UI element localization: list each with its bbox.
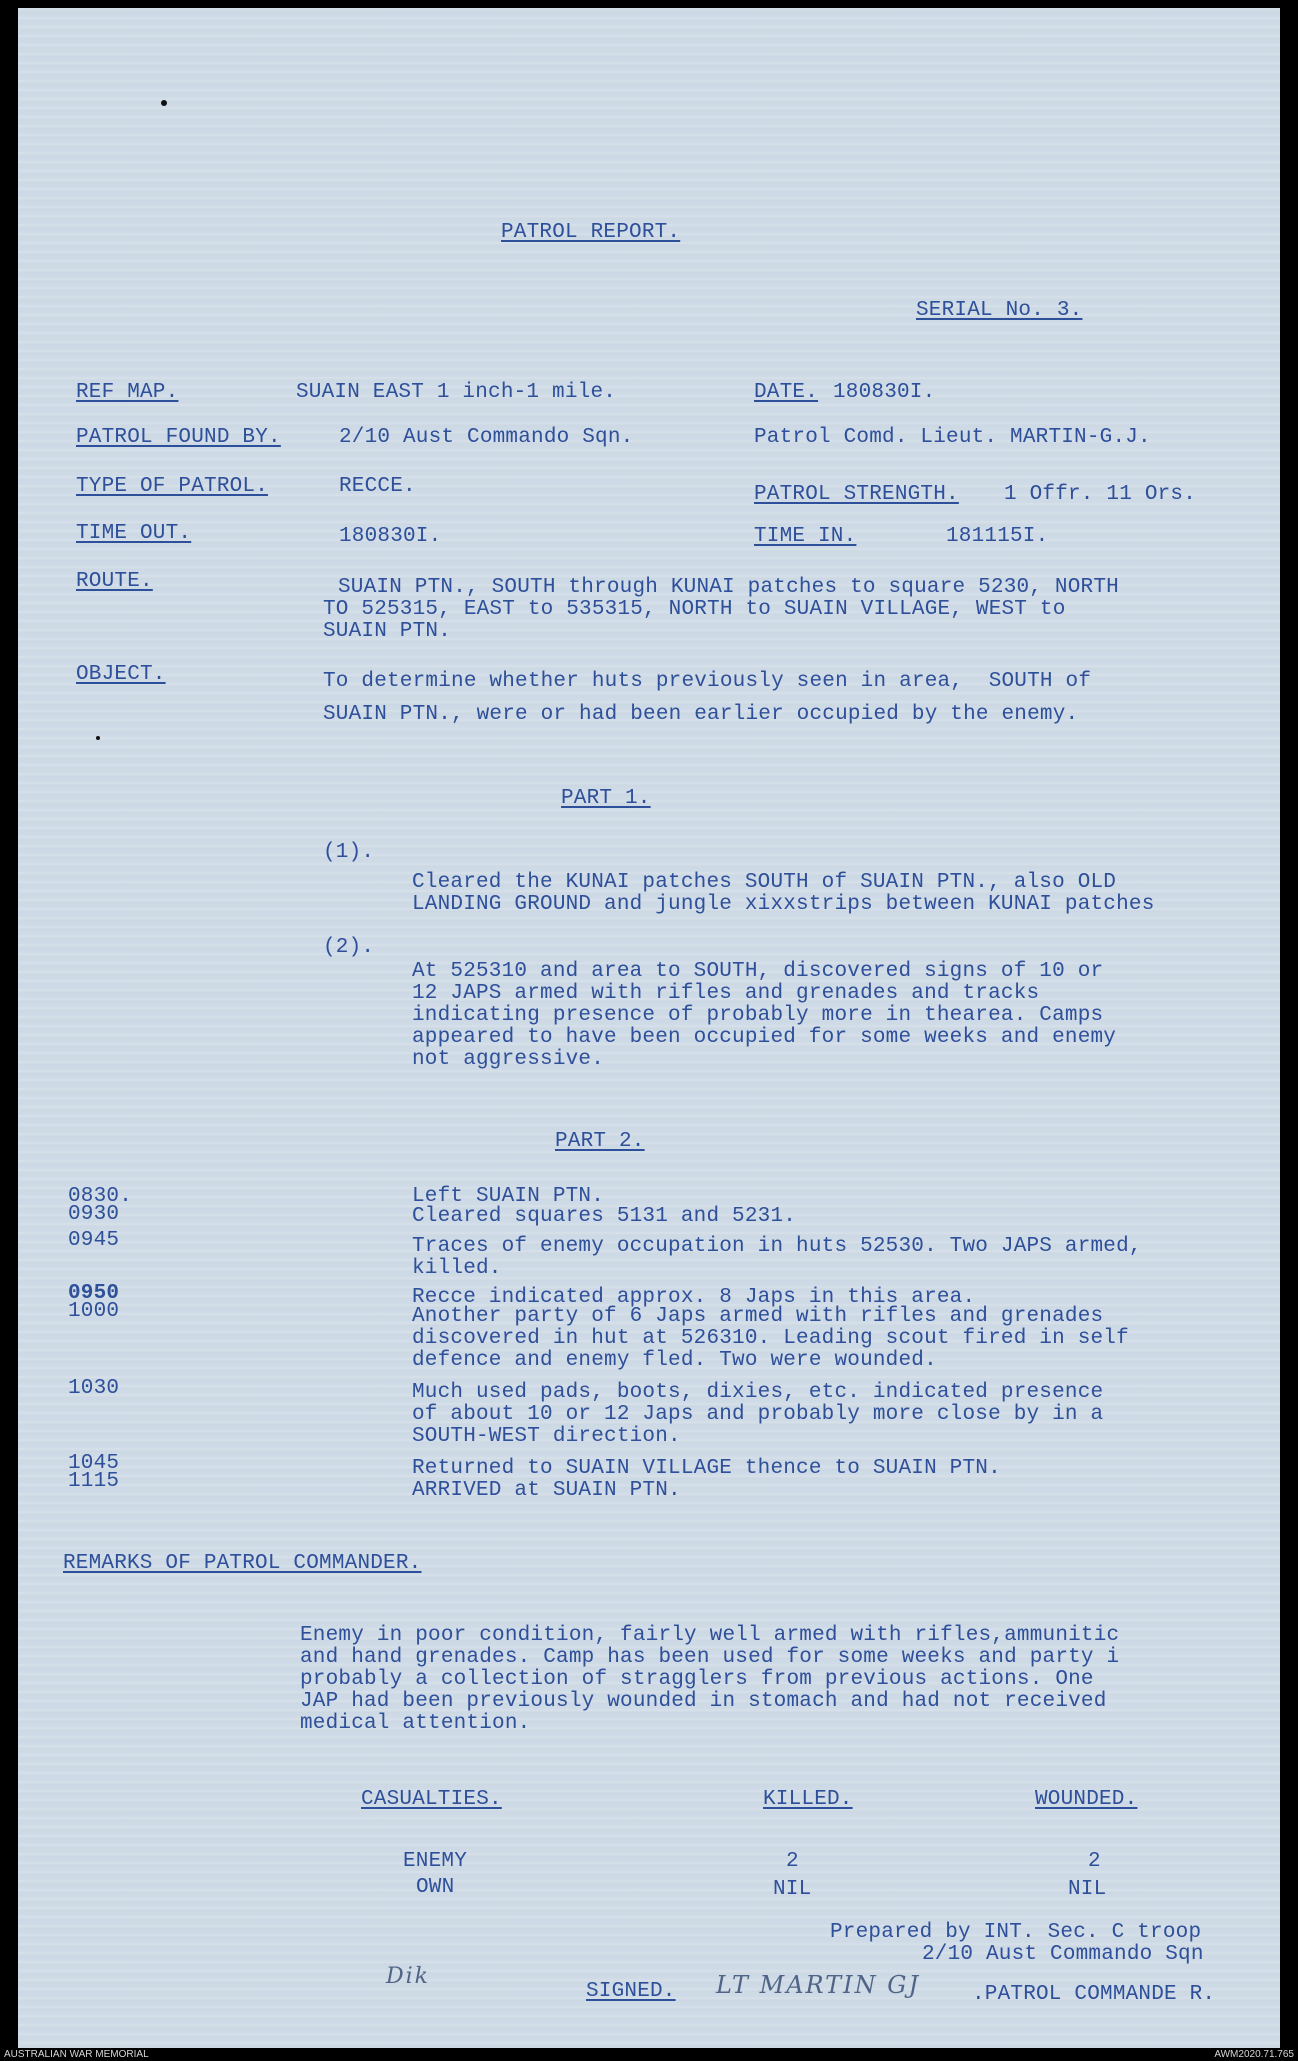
patrol-found-value: 2/10 Aust Commando Sqn. <box>339 426 634 449</box>
killed-heading: KILLED. <box>763 1788 853 1811</box>
time-out-label: TIME OUT. <box>76 522 192 545</box>
prepared-by-line: Prepared by INT. Sec. C troop <box>830 1921 1202 1944</box>
part-1-item-line: Cleared the KUNAI patches SOUTH of SUAIN PTN., also OLD <box>412 871 1117 894</box>
log-text: Recce indicated approx. 8 Japs in this area. <box>412 1286 976 1309</box>
part-1-item-line: At 525310 and area to SOUTH, discovered signs of 10 or <box>412 960 1104 983</box>
part-1-item-line: indicating presence of probably more in thearea. Camps <box>412 1004 1104 1027</box>
remarks-line: JAP had been previously wounded in stomach and had not received <box>300 1690 1107 1713</box>
log-time: 1030 <box>68 1377 120 1400</box>
casualty-killed: NIL <box>773 1878 812 1901</box>
log-time: 0930 <box>68 1203 120 1226</box>
log-time: 0945 <box>68 1229 120 1252</box>
route-line: SUAIN PTN. <box>323 620 452 643</box>
time-in-value: 181115I. <box>946 525 1049 548</box>
type-of-patrol-label: TYPE OF PATROL. <box>76 475 269 498</box>
punch-hole <box>161 100 167 106</box>
patrol-strength-label: PATROL STRENGTH. <box>754 483 959 506</box>
object-line: SUAIN PTN., were or had been earlier occupied by the enemy. <box>323 703 1079 726</box>
casualty-wounded: NIL <box>1068 1878 1107 1901</box>
remarks-line: and hand grenades. Camp has been used for some weeks and party i <box>300 1646 1120 1669</box>
wounded-heading: WOUNDED. <box>1035 1788 1138 1811</box>
route-line: SUAIN PTN., SOUTH through KUNAI patches to square 5230, NORTH <box>338 576 1119 599</box>
archive-name: AUSTRALIAN WAR MEMORIAL <box>4 2049 149 2060</box>
part-1-item-line: not aggressive. <box>412 1048 605 1071</box>
route-label: ROUTE. <box>76 570 153 593</box>
log-time: 0830. <box>68 1185 133 1208</box>
route-line: TO 525315, EAST to 535315, NORTH to SUAIN VILLAGE, WEST to <box>323 598 1066 621</box>
remarks-line: Enemy in poor condition, fairly well armed with rifles,ammunitic <box>300 1624 1120 1647</box>
log-text: SOUTH-WEST direction. <box>412 1425 681 1448</box>
document-page <box>18 8 1280 2048</box>
archive-reference: AWM2020.71.765 <box>1214 2049 1294 2060</box>
casualty-wounded: 2 <box>1088 1850 1101 1873</box>
paper-mark <box>96 736 100 740</box>
patrol-commander: Patrol Comd. Lieut. MARTIN-G.J. <box>754 426 1151 449</box>
object-line: To determine whether huts previously seen in area, SOUTH of <box>323 670 1092 693</box>
log-text: Returned to SUAIN VILLAGE thence to SUAIN PTN. <box>412 1457 1001 1480</box>
log-text: Much used pads, boots, dixies, etc. indicated presence <box>412 1381 1104 1404</box>
patrol-found-label: PATROL FOUND BY. <box>76 426 281 449</box>
log-text: Another party of 6 Japs armed with rifles and grenades <box>412 1305 1104 1328</box>
part-1-heading: PART 1. <box>561 787 651 810</box>
log-text: Traces of enemy occupation in huts 52530. Two JAPS armed, <box>412 1235 1142 1258</box>
part-1-item-number: (2). <box>323 936 375 959</box>
casualty-killed: 2 <box>786 1850 799 1873</box>
remarks-line: probably a collection of stragglers from previous actions. One <box>300 1668 1094 1691</box>
ref-map-value: SUAIN EAST 1 inch-1 mile. <box>296 381 617 404</box>
remarks-line: medical attention. <box>300 1712 531 1735</box>
log-time: 1115 <box>68 1470 120 1493</box>
casualties-heading: CASUALTIES. <box>361 1788 502 1811</box>
casualty-label: ENEMY <box>403 1850 468 1873</box>
casualty-label: OWN <box>416 1876 455 1899</box>
log-text: discovered in hut at 526310. Leading scout fired in self <box>412 1327 1129 1350</box>
time-in-label: TIME IN. <box>754 525 857 548</box>
part-2-heading: PART 2. <box>555 1130 645 1153</box>
signature-role: .PATROL COMMANDE R. <box>972 1983 1216 2006</box>
signed-label: SIGNED. <box>586 1980 676 2003</box>
prepared-by-line: 2/10 Aust Commando Sqn <box>922 1943 1204 1966</box>
remarks-heading: REMARKS OF PATROL COMMANDER. <box>63 1552 422 1575</box>
serial-number: SERIAL No. 3. <box>916 299 1083 322</box>
log-text: ARRIVED at SUAIN PTN. <box>412 1479 681 1502</box>
handwritten-signature: LT MARTIN GJ <box>716 1971 921 1999</box>
log-text: defence and enemy fled. Two were wounded. <box>412 1349 937 1372</box>
date-value: 180830I. <box>833 381 936 404</box>
part-1-item-line: appeared to have been occupied for some weeks and enemy <box>412 1026 1117 1049</box>
handwritten-initials: Dik <box>386 1964 431 1989</box>
log-text: killed. <box>412 1257 502 1280</box>
log-text: Cleared squares 5131 and 5231. <box>412 1205 797 1228</box>
log-text: Left SUAIN PTN. <box>412 1185 605 1208</box>
object-label: OBJECT. <box>76 663 166 686</box>
type-of-patrol-value: RECCE. <box>339 475 416 498</box>
archive-footer <box>0 2048 1298 2061</box>
ref-map-label: REF MAP. <box>76 381 179 404</box>
part-1-item-line: 12 JAPS armed with rifles and grenades and tracks <box>412 982 1040 1005</box>
log-time: 1000 <box>68 1300 120 1323</box>
date-label: DATE. <box>754 381 819 404</box>
log-time: 1045 <box>68 1452 120 1475</box>
log-text: of about 10 or 12 Japs and probably more close by in a <box>412 1403 1104 1426</box>
part-1-item-line: LANDING GROUND and jungle xixxstrips between KUNAI patches <box>412 893 1155 916</box>
part-1-item-number: (1). <box>323 841 375 864</box>
time-out-value: 180830I. <box>339 525 442 548</box>
patrol-strength-value: 1 Offr. 11 Ors. <box>1004 483 1197 506</box>
log-time: 0950 <box>68 1282 120 1305</box>
document-title: PATROL REPORT. <box>501 221 681 244</box>
